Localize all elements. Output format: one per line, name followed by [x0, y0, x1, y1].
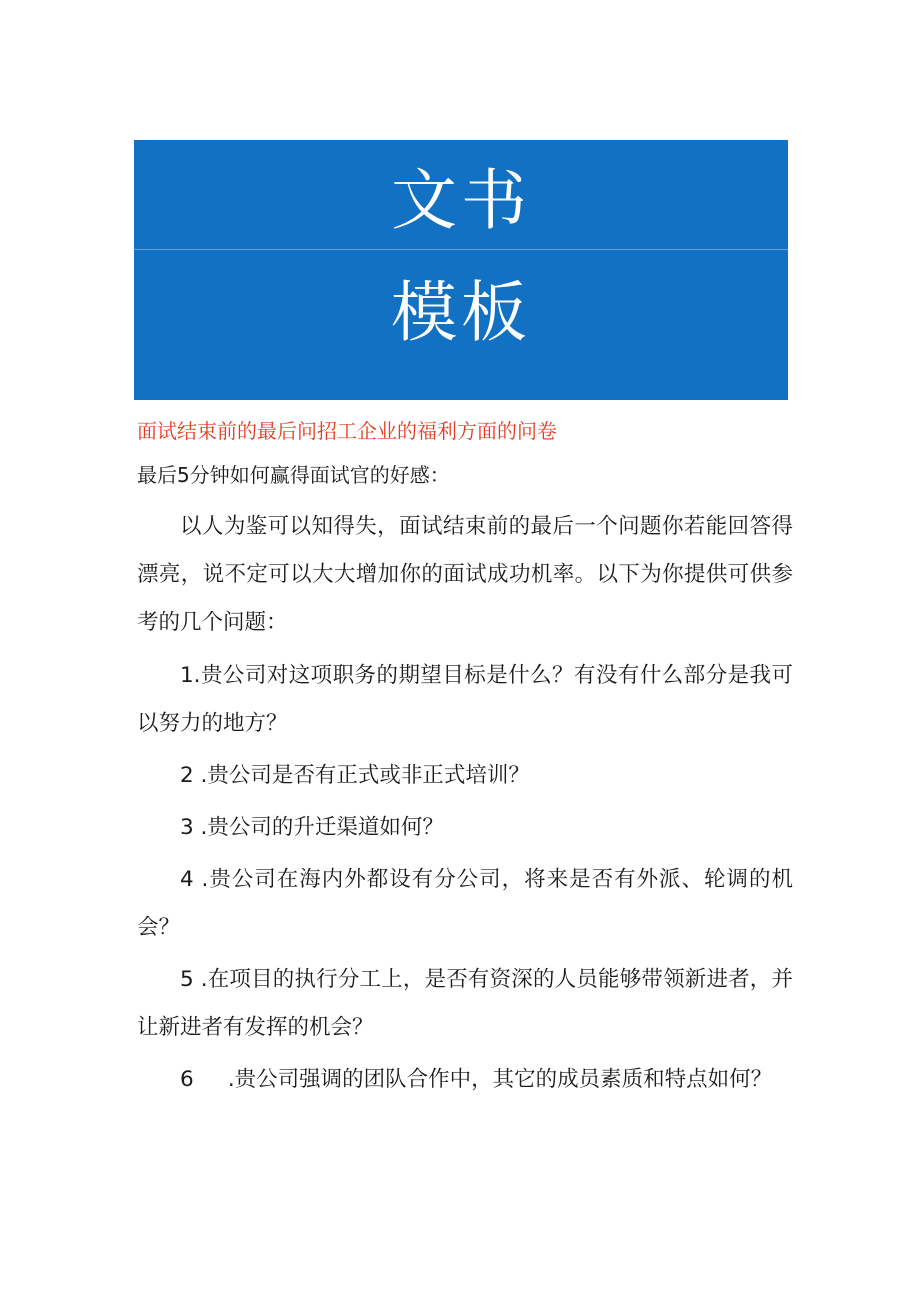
question-item: 1.贵公司对这项职务的期望目标是什么？有没有什么部分是我可以努力的地方？	[137, 663, 793, 736]
question-item: 3 .贵公司的升迁渠道如何？	[180, 815, 444, 840]
document-subtitle: 最后5分钟如何赢得面试官的好感：	[137, 463, 450, 487]
document-body	[137, 415, 793, 1108]
banner-divider	[134, 249, 788, 250]
intro-paragraph: 以人为鉴可以知得失，面试结束前的最后一个问题你若能回答得漂亮，说不定可以大大增加你的面试成功机率。以下为你提供可供参考的几个问题：	[137, 514, 793, 635]
document-title: 面试结束前的最后问招工企业的福利方面的问卷	[137, 419, 557, 443]
question-item: 2 .贵公司是否有正式或非正式培训？	[180, 763, 530, 788]
banner-title-line-2: 模板	[391, 274, 531, 351]
question-item: 5 .在项目的执行分工上，是否有资深的人员能够带领新进者，并让新进者有发挥的机会？	[137, 967, 793, 1040]
banner-title-line-1: 文书	[391, 162, 531, 239]
question-item: 6 .贵公司强调的团队合作中，其它的成员素质和特点如何？	[180, 1067, 773, 1092]
cover-banner	[134, 140, 788, 400]
question-item: 4 .贵公司在海内外都设有分公司，将来是否有外派、轮调的机会？	[137, 867, 793, 940]
